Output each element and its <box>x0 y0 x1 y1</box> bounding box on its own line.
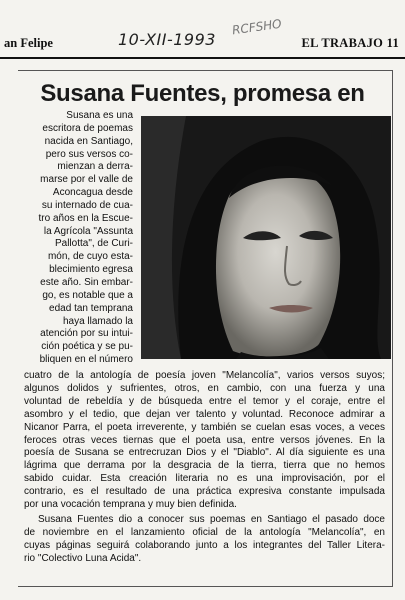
side-column-line: marse por el valle de <box>40 174 133 186</box>
side-column-line: blecimiento egresa <box>49 264 133 276</box>
body-line: poesía de Susana se entrecruzan Dios y el "Diablo". Al día siguiente es una <box>24 447 385 459</box>
body-line: sabido cuidar. Esta creación literaria no es una improvisación, por el <box>24 473 385 485</box>
portrait-photo <box>141 116 391 359</box>
body-line: lágrima que derrama por la desgracia de la tierra, tierra que no hemos <box>24 460 385 472</box>
side-column-line: Susana es una <box>66 110 133 121</box>
body-line: contrario, es el resultado de una práctica expresiva constante impulsada <box>24 486 385 498</box>
newspaper-name-page: EL TRABAJO 11 <box>301 36 399 50</box>
side-column-line: Pallotta", de Curi- <box>54 238 133 250</box>
body-line: Susana Fuentes dio a conocer sus poemas en Santiago el pasado doce <box>38 513 385 525</box>
page-header <box>0 16 405 56</box>
side-column-line: escritora de poemas <box>42 122 133 134</box>
side-column-line: atención por su intui- <box>40 328 133 340</box>
side-column <box>24 110 133 367</box>
body-line: feroces otras veces tiernas que el poeta usa, entre versos jóvenes. En la <box>24 434 385 446</box>
side-column-line: tro años en la Escue- <box>38 212 133 224</box>
side-column-line: ción poética y se pu- <box>41 341 133 353</box>
article-title: Susana Fuentes, promesa en <box>40 80 365 107</box>
body-line: por una vocación temprana y muy bien definida. <box>24 499 237 511</box>
body-line: cuatro de la antología de poesía joven "Melancolía", varios versos suyos; <box>24 370 385 381</box>
side-column-line: bliquen en el número <box>39 354 133 366</box>
body-paragraph-2 <box>24 514 385 566</box>
body-line: cuyas páginas seguirá colaborando junto a los integrantes del Taller Litera- <box>24 539 385 551</box>
handwritten-date: 10-XII-1993 <box>118 30 216 49</box>
body-line: algunos dolidos y sufrientes, otros, en cambio, con una fuerza y una <box>24 382 385 394</box>
body-line: Nicanor Parra, el poeta irreverente, y también se cuelan esas voces, a veces <box>24 421 385 433</box>
header-rule <box>0 57 405 59</box>
side-column-line: pero sus versos co- <box>45 148 133 160</box>
body-paragraph-1 <box>24 370 385 512</box>
side-column-line: go, es notable que a <box>42 289 133 301</box>
handwritten-code: RCFSHO <box>231 16 283 38</box>
portrait-image <box>141 116 391 359</box>
side-column-line: Aconcagua desde <box>52 187 133 199</box>
body-line: voluntad de rebeldía y de búsqueda entre el temor y el coraje, entre el <box>24 395 385 407</box>
side-column-line: la Agrícola "Assunta <box>43 225 133 237</box>
side-column-line: nacida en Santiago, <box>44 135 133 147</box>
body-line: rio "Colectivo Luna Acida". <box>24 552 142 564</box>
side-column-line: haya llamado la <box>62 315 133 327</box>
body-line: de noviembre en el lanzamiento oficial de la antología "Melancolía", en <box>24 526 385 538</box>
section-name: an Felipe <box>4 36 53 50</box>
body-line: asombro y el tedio, que dejan ver talento y voluntad. Reconoce admirar a <box>24 408 385 420</box>
side-column-line: su internado de cua- <box>41 199 133 211</box>
side-column-line: este año. Sin embar- <box>40 276 133 288</box>
side-column-line: mienzan a derra- <box>57 161 133 173</box>
side-column-line: món, de cuyo esta- <box>47 251 133 263</box>
article-body <box>24 370 385 566</box>
side-column-line: edad tan temprana <box>49 302 133 314</box>
